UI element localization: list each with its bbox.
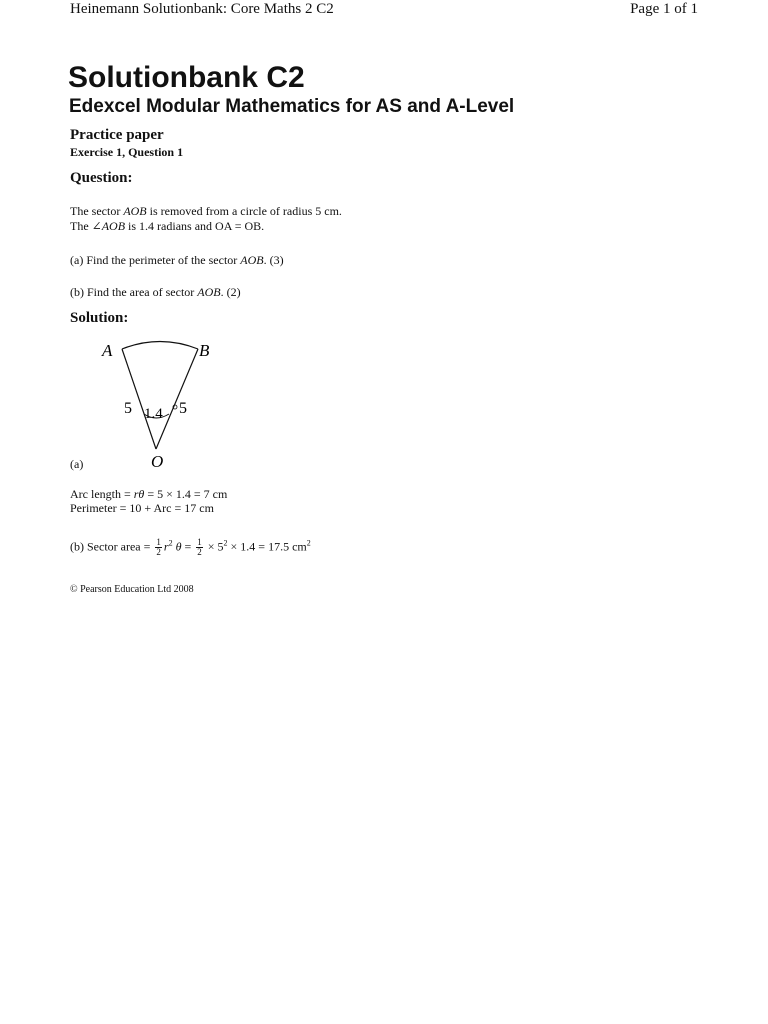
page-number: Page 1 of 1 xyxy=(630,1,698,17)
angle-label: 1.4 xyxy=(144,406,163,422)
page-title: Solutionbank C2 xyxy=(68,61,305,94)
solution-heading: Solution: xyxy=(70,310,129,326)
question-part-b: (b) Find the area of sector AOB. (2) xyxy=(70,285,241,299)
question-line-1: The sector AOB is removed from a circle of radius 5 cm. xyxy=(70,204,342,218)
fraction-half-1: $\frac{1}{2}$ xyxy=(156,537,161,557)
arc-length-line: Arc length = rθ = 5 × 1.4 = 7 cm xyxy=(70,487,228,501)
page-subtitle: Edexcel Modular Mathematics for AS and A-Level xyxy=(69,96,515,117)
sector-diagram xyxy=(98,336,222,472)
perimeter-line: Perimeter = 10 + Arc = 17 cm xyxy=(70,501,214,515)
page-header-title: Heinemann Solutionbank: Core Maths 2 C2 xyxy=(70,1,334,17)
copyright-notice: © Pearson Education Ltd 2008 xyxy=(70,584,194,595)
radius-oa xyxy=(122,349,156,449)
question-line-2: The ∠AOB is 1.4 radians and OA = OB. xyxy=(70,219,265,233)
label-b: B xyxy=(199,341,210,360)
sector-arc xyxy=(122,342,198,350)
fraction-half-2: $\frac{1}{2}$ xyxy=(197,537,202,557)
label-o: O xyxy=(151,452,164,471)
solution-part-a-label: (a) xyxy=(70,457,84,471)
side-label-left: 5 xyxy=(124,400,132,417)
label-a: A xyxy=(102,341,113,360)
radius-ob xyxy=(156,349,198,449)
question-heading: Question: xyxy=(70,170,133,186)
sector-area-line: (b) Sector area = $\frac{1}{2}$ $r^2$ θ = $\frac{1}{2}$ × $5^2 \times 1.4 = 17.5$ $cm^2$ xyxy=(70,537,311,557)
section-title: Practice paper xyxy=(70,127,164,143)
question-part-a: (a) Find the perimeter of the sector AOB. (3) xyxy=(70,253,284,267)
exercise-label: Exercise 1, Question 1 xyxy=(70,145,184,159)
side-label-right: 5 xyxy=(179,400,187,417)
